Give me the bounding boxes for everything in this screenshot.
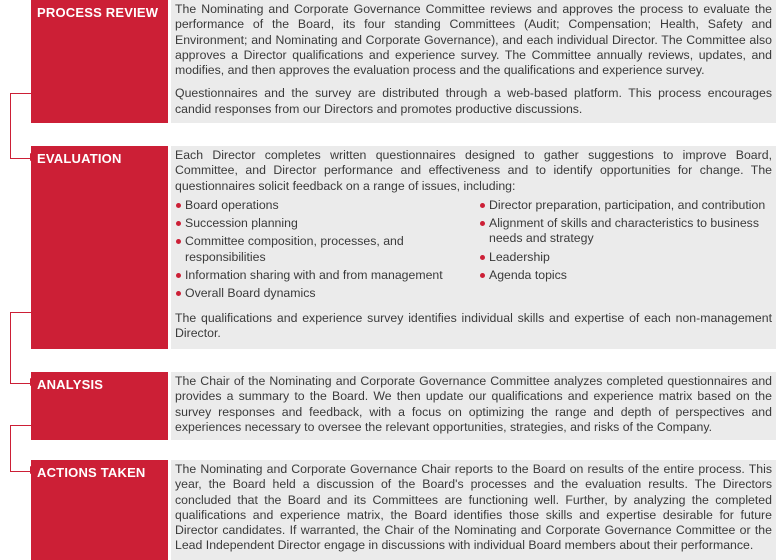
list-item: Agenda topics [479,268,769,283]
list-item: Committee composition, processes, and responsibilities [175,234,479,265]
section-label: EVALUATION [31,146,168,349]
section-label: ANALYSIS [31,372,168,440]
flow-connector-2 [10,312,33,384]
list-item: Board operations [175,198,479,213]
intro-paragraph: Each Director completes written questionnaires designed to gather suggestions to improve Board, Committee, and Director performance and effectiveness and to identify opportunities for change. The questionnaires solicit feedback on a range of issues, including: [175,148,772,193]
bullet-list-right [479,198,769,305]
section-content [171,372,776,440]
list-item: Alignment of skills and characteristics to business needs and strategy [479,216,769,247]
list-item: Succession planning [175,216,479,231]
flow-connector-3 [10,425,33,472]
list-item: Leadership [479,250,769,265]
flow-connector-1 [10,93,33,159]
paragraph: The Nominating and Corporate Governance Chair reports to the Board on results of the entire process. This year, the Board held a discussion of the Board's processes and the evaluation results. The Directors concluded that the Board and its Committees are functioning well. Further, by analyzing the completed qualifications and experience matrix, the Board identifies those skills and expertise desirable for future Director candidates. If warranted, the Chair of the Nominating and Corporate Governance Committee or the Lead Independent Director engage in discussions with individual Board members about their performance. [175,462,772,553]
section-content [171,0,776,123]
section-content [171,146,776,349]
list-item: Information sharing with and from management [175,268,479,283]
paragraph: The Chair of the Nominating and Corporate Governance Committee analyzes completed questionnaires and provides a summary to the Board. We then update our qualifications and experience matrix based on the survey responses and feedback, with a focus on optimizing the range and depth of perspectives and experiences necessary to oversee the relevant opportunities, strategies, and risks of the Company. [175,374,772,434]
paragraph: Questionnaires and the survey are distributed through a web-based platform. This process encourages candid responses from our Directors and promotes productive discussions. [175,86,772,116]
outro-paragraph: The qualifications and experience survey identifies individual skills and expertise of each non-management Director. [175,310,772,340]
issue-bullets [175,198,772,305]
paragraph: The Nominating and Corporate Governance Committee reviews and approves the process to evaluate the performance of the Board, its four standing Committees (Audit; Compensation; Health, Safety and Environment; and Nominating and Corporate Governance), and each individual Director. The Committee also approves a Director qualifications and experience survey. The Committee annually reviews, updates, and modifies, and then approves the evaluation process and the qualifications and experience survey. [175,2,772,78]
bullet-list-left [175,198,479,305]
section-content [171,460,776,560]
list-item: Director preparation, participation, and contribution [479,198,769,213]
list-item: Overall Board dynamics [175,286,479,301]
section-label: ACTIONS TAKEN [31,460,168,560]
section-label: PROCESS REVIEW [31,0,168,123]
